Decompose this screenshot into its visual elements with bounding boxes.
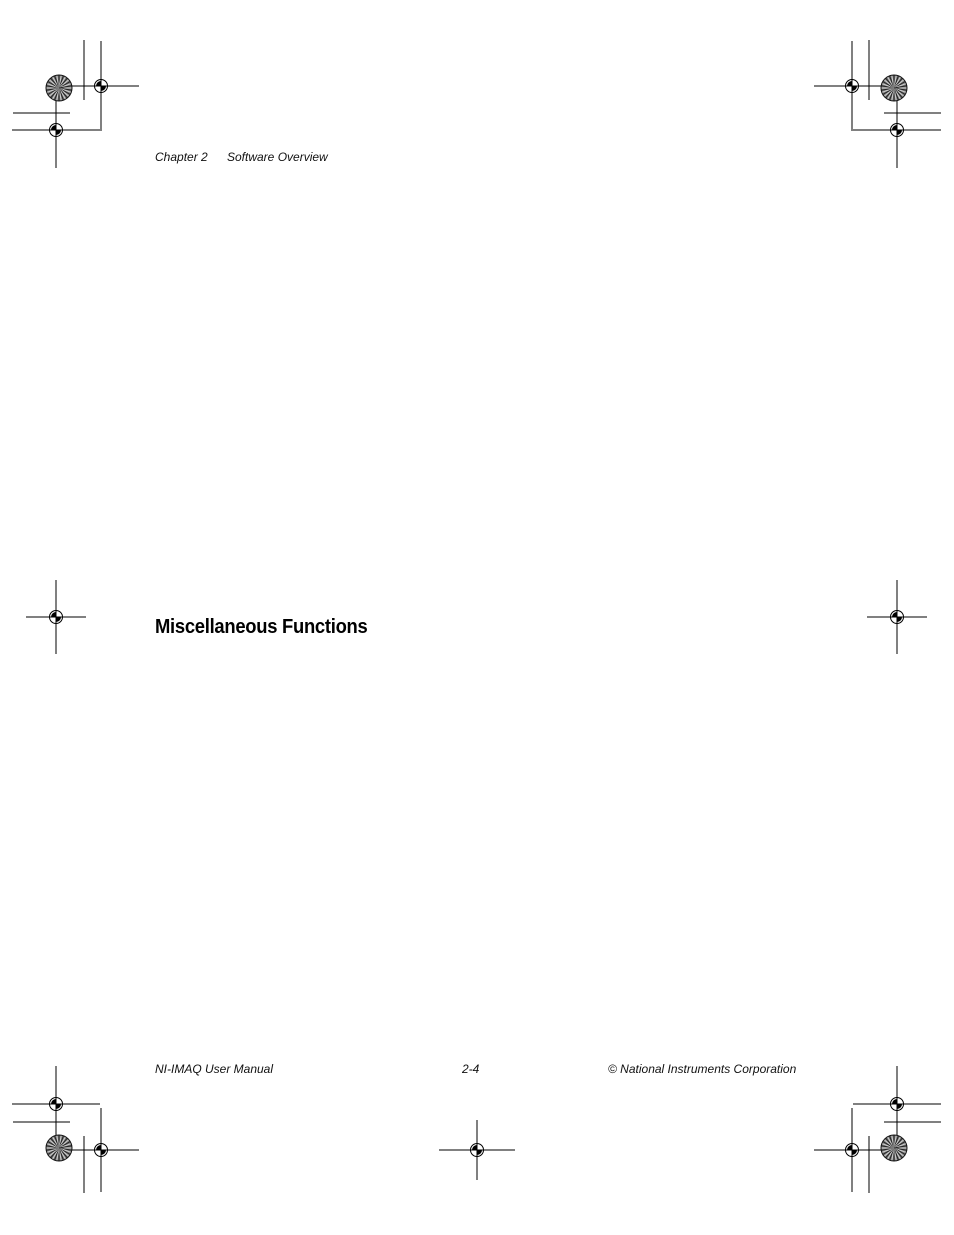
crosshair-icon [63, 1108, 139, 1192]
running-header-section: Software Overview [227, 150, 328, 164]
running-header-chapter: Chapter 2 [155, 150, 208, 164]
crosshair-icon [63, 41, 139, 131]
crosshair-icon [853, 1066, 941, 1142]
crosshair-icon [26, 580, 86, 654]
starburst-icon [46, 75, 72, 101]
section-heading: Miscellaneous Functions [155, 616, 368, 638]
crosshair-icon [12, 1066, 100, 1142]
footer-page-number: 2-4 [462, 1062, 480, 1076]
crosshair-icon [853, 92, 941, 168]
footer-manual-title: NI-IMAQ User Manual [155, 1062, 274, 1076]
starburst-icon [881, 75, 907, 101]
crosshair-icon [814, 41, 890, 131]
crosshair-icon [814, 1108, 890, 1192]
crosshair-icon [12, 92, 100, 168]
starburst-icon [881, 1135, 907, 1161]
crosshair-icon [867, 580, 927, 654]
starburst-icon [46, 1135, 72, 1161]
footer-copyright: © National Instruments Corporation [608, 1062, 797, 1076]
crosshair-icon [439, 1120, 515, 1180]
